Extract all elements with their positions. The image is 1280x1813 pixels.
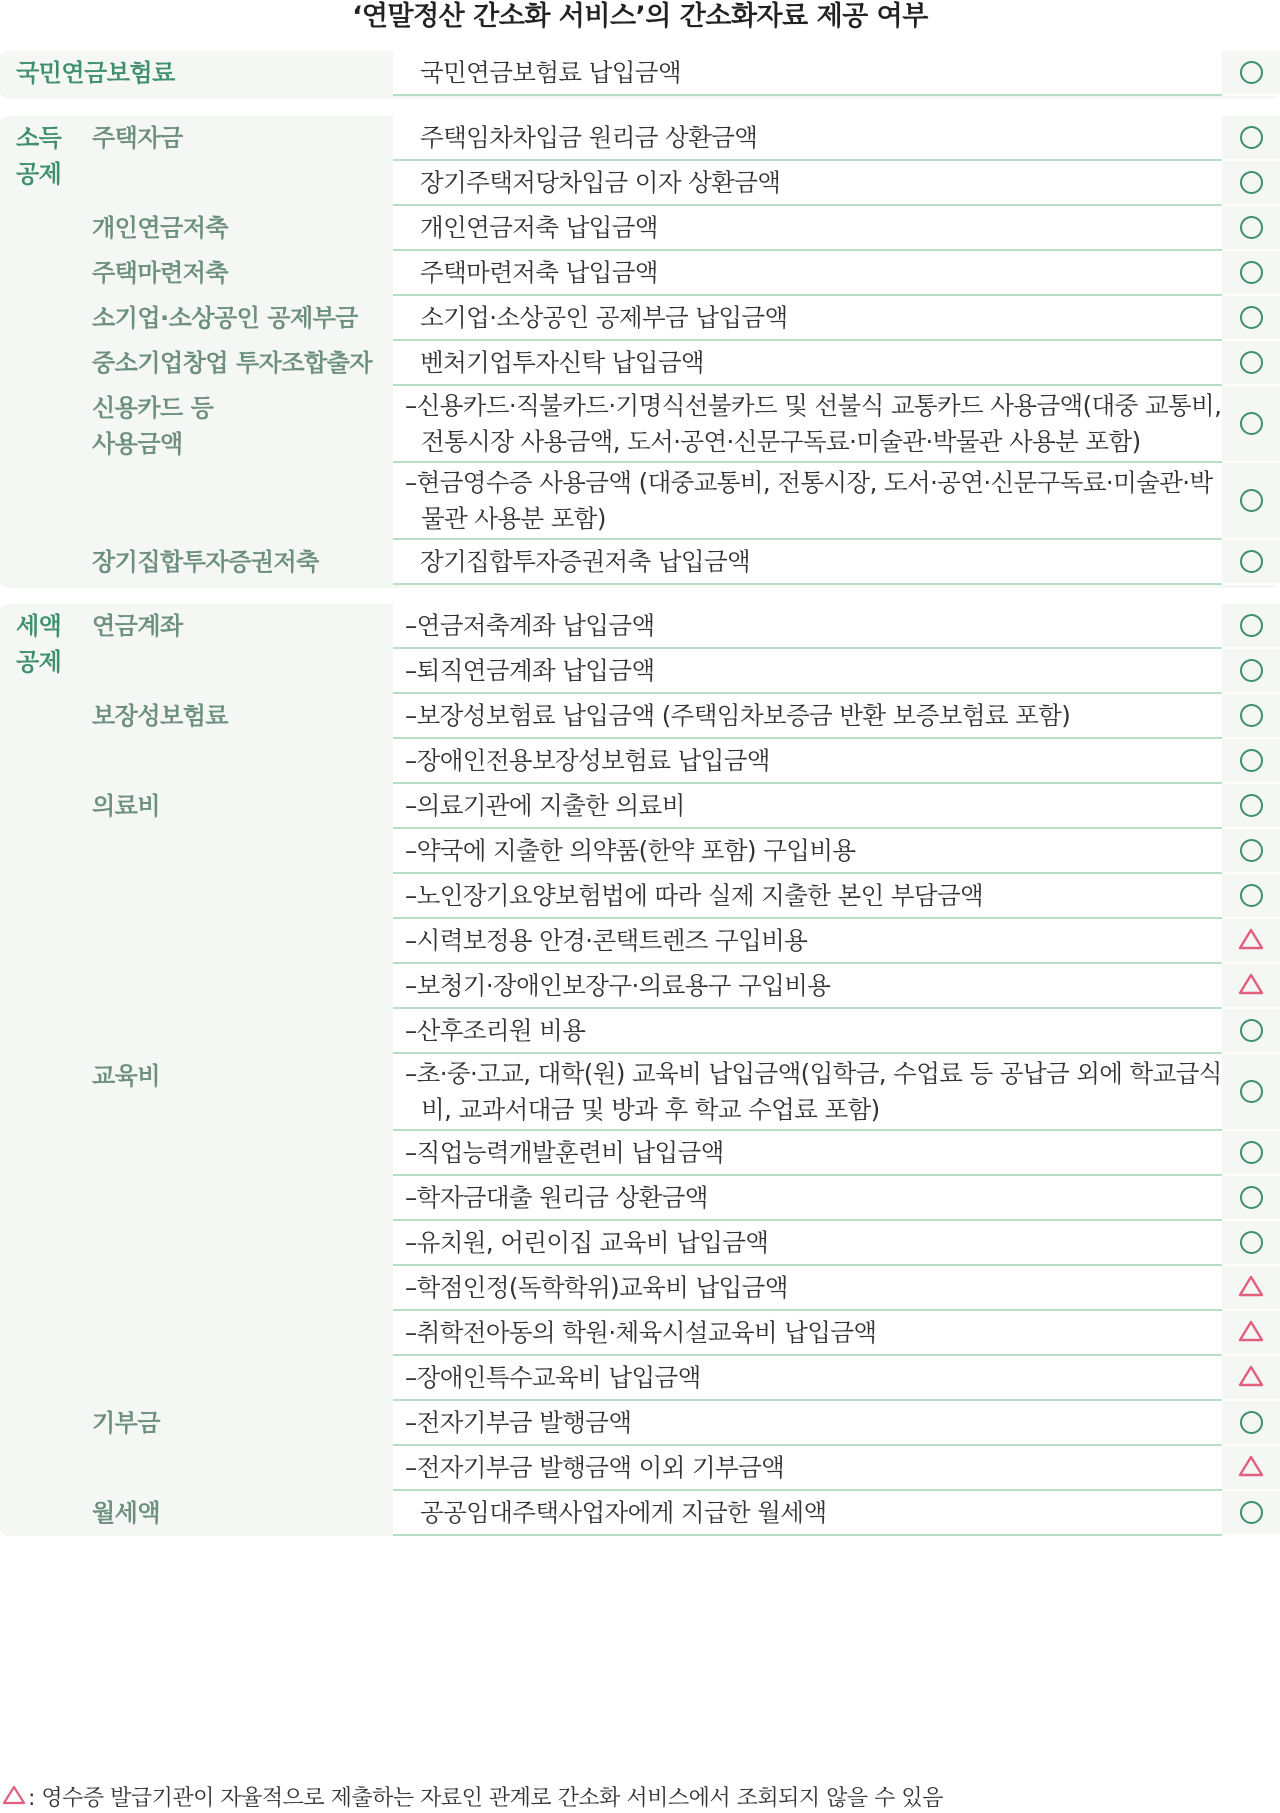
circle-icon <box>1240 749 1263 772</box>
subcategory-label: 교육비 <box>92 1062 161 1090</box>
row-description <box>393 829 1222 874</box>
table-row <box>393 1176 1280 1221</box>
table-row <box>393 251 1280 296</box>
row-text: 개인연금저축 납입금액 <box>420 212 658 242</box>
table-row <box>393 694 1280 739</box>
circle-icon <box>1240 1411 1263 1434</box>
row-description <box>393 296 1222 341</box>
table-row <box>393 206 1280 251</box>
row-description <box>393 874 1222 919</box>
row-description <box>393 386 1222 463</box>
row-text: –장애인특수교육비 납입금액 <box>405 1362 701 1392</box>
table-row <box>393 296 1280 341</box>
row-text: –의료기관에 지출한 의료비 <box>405 790 685 820</box>
table-row <box>393 1446 1280 1491</box>
row-text: –산후조리원 비용 <box>405 1015 586 1045</box>
table-row <box>393 649 1280 694</box>
availability-mark <box>1222 1311 1280 1356</box>
category-label: 세액 공제 <box>16 612 62 676</box>
table-row <box>393 1401 1280 1446</box>
row-description <box>393 161 1222 206</box>
subcategory-label: 중소기업창업 투자조합출자 <box>92 349 373 377</box>
circle-icon <box>1240 1231 1263 1254</box>
table-row <box>393 1009 1280 1054</box>
row-text: –학점인정(독학학위)교육비 납입금액 <box>405 1272 788 1302</box>
table-row <box>393 341 1280 386</box>
subcategory-label: 소기업·소상공인 공제부금 <box>92 304 358 332</box>
circle-icon <box>1240 351 1263 374</box>
table-row <box>393 1311 1280 1356</box>
availability-mark <box>1222 604 1280 649</box>
row-text: –보청기·장애인보장구·의료용구 구입비용 <box>405 970 831 1000</box>
row-text: 벤처기업투자신탁 납입금액 <box>420 347 704 377</box>
row-text: –보장성보험료 납입금액 (주택임차보증금 반환 보증보험료 포함) <box>405 700 1071 730</box>
circle-icon <box>1240 61 1263 84</box>
row-description <box>393 919 1222 964</box>
availability-mark <box>1222 463 1280 540</box>
circle-icon <box>1240 1080 1263 1103</box>
subcategory-label: 주택마련저축 <box>92 259 229 287</box>
row-description <box>393 341 1222 386</box>
availability-mark <box>1222 386 1280 463</box>
table-row <box>393 161 1280 206</box>
row-description <box>393 649 1222 694</box>
availability-mark <box>1222 964 1280 1009</box>
availability-mark <box>1222 161 1280 206</box>
availability-mark <box>1222 540 1280 585</box>
footnote <box>0 1784 1280 1813</box>
footnote-text: : 영수증 발급기관이 자율적으로 제출하는 자료인 관계로 간소화 서비스에서 조회되지 않을 수 있음 <box>28 1786 943 1811</box>
table-row <box>393 964 1280 1009</box>
table-row <box>393 1356 1280 1401</box>
triangle-icon <box>2 1784 28 1813</box>
row-text: –연금저축계좌 납입금액 <box>405 610 655 640</box>
row-description <box>393 1131 1222 1176</box>
availability-mark <box>1222 341 1280 386</box>
table-row <box>393 919 1280 964</box>
availability-mark <box>1222 919 1280 964</box>
availability-mark <box>1222 1491 1280 1536</box>
availability-mark <box>1222 206 1280 251</box>
subcategory-label: 개인연금저축 <box>92 214 229 242</box>
availability-mark <box>1222 1131 1280 1176</box>
row-text: –장애인전용보장성보험료 납입금액 <box>405 745 770 775</box>
availability-mark <box>1222 649 1280 694</box>
row-description <box>393 1311 1222 1356</box>
table-row <box>393 829 1280 874</box>
table-row <box>393 874 1280 919</box>
triangle-icon <box>1238 1320 1264 1346</box>
table-row <box>393 784 1280 829</box>
subcategory-label: 의료비 <box>92 792 161 820</box>
availability-mark <box>1222 116 1280 161</box>
row-text: 소기업·소상공인 공제부금 납입금액 <box>420 302 788 332</box>
row-description <box>393 694 1222 739</box>
row-text: 장기주택저당차입금 이자 상환금액 <box>420 167 781 197</box>
row-text: –퇴직연금계좌 납입금액 <box>405 655 655 685</box>
row-text: –전자기부금 발행금액 <box>405 1407 632 1437</box>
table-row <box>393 540 1280 585</box>
triangle-icon <box>1238 928 1264 954</box>
row-description <box>393 784 1222 829</box>
availability-mark <box>1222 296 1280 341</box>
row-text: –학자금대출 원리금 상환금액 <box>405 1182 708 1212</box>
table-row <box>393 386 1280 463</box>
row-description <box>393 1054 1222 1131</box>
circle-icon <box>1240 1141 1263 1164</box>
row-description <box>393 1176 1222 1221</box>
row-text: 공공임대주택사업자에게 지급한 월세액 <box>420 1497 827 1527</box>
availability-mark <box>1222 1176 1280 1221</box>
circle-icon <box>1240 659 1263 682</box>
row-description <box>393 1356 1222 1401</box>
availability-mark <box>1222 739 1280 784</box>
availability-mark <box>1222 874 1280 919</box>
circle-icon <box>1240 261 1263 284</box>
table-row <box>393 51 1280 96</box>
availability-mark <box>1222 829 1280 874</box>
category-label: 국민연금보험료 <box>16 59 175 87</box>
table-row <box>393 1054 1280 1131</box>
availability-mark <box>1222 1221 1280 1266</box>
subcategory-label: 보장성보험료 <box>92 702 229 730</box>
subcategory-label: 주택자금 <box>92 124 183 152</box>
row-text: –유치원, 어린이집 교육비 납입금액 <box>405 1227 769 1257</box>
row-description <box>393 604 1222 649</box>
table-row <box>393 116 1280 161</box>
row-text: –시력보정용 안경·콘택트렌즈 구입비용 <box>405 925 808 955</box>
triangle-icon <box>1238 973 1264 999</box>
table-row <box>393 1221 1280 1266</box>
row-description <box>393 463 1222 540</box>
circle-icon <box>1240 1501 1263 1524</box>
circle-icon <box>1240 126 1263 149</box>
circle-icon <box>1240 306 1263 329</box>
availability-mark <box>1222 1401 1280 1446</box>
subcategory-label: 장기집합투자증권저축 <box>92 548 319 576</box>
availability-mark <box>1222 694 1280 739</box>
circle-icon <box>1240 550 1263 573</box>
circle-icon <box>1240 1019 1263 1042</box>
triangle-icon <box>1238 1275 1264 1301</box>
row-text: –노인장기요양보험법에 따라 실제 지출한 본인 부담금액 <box>405 880 984 910</box>
row-description <box>393 116 1222 161</box>
row-description <box>393 1401 1222 1446</box>
row-description <box>393 964 1222 1009</box>
row-text: –신용카드·직불카드·기명식선불카드 및 선불식 교통카드 사용금액(대중 교통비, 전통시장 사용금액, 도서·공연·신문구독료·미술관·박물관 사용분 포함) <box>405 390 1222 456</box>
row-description <box>393 1491 1222 1536</box>
row-text: 장기집합투자증권저축 납입금액 <box>420 546 751 576</box>
circle-icon <box>1240 1186 1263 1209</box>
circle-icon <box>1240 489 1263 512</box>
row-text: –취학전아동의 학원·체육시설교육비 납입금액 <box>405 1317 877 1347</box>
circle-icon <box>1240 171 1263 194</box>
table-row <box>393 739 1280 784</box>
table-row <box>393 604 1280 649</box>
row-description <box>393 51 1222 96</box>
subcategory-label: 월세액 <box>92 1499 161 1527</box>
availability-mark <box>1222 1446 1280 1491</box>
table-row <box>393 1266 1280 1311</box>
row-description <box>393 540 1222 585</box>
circle-icon <box>1240 884 1263 907</box>
row-text: –초·중·고교, 대학(원) 교육비 납입금액(입학금, 수업료 등 공납금 외에 학교급식비, 교과서대금 및 방과 후 학교 수업료 포함) <box>405 1058 1222 1124</box>
row-text: –직업능력개발훈련비 납입금액 <box>405 1137 724 1167</box>
availability-mark <box>1222 1356 1280 1401</box>
row-description <box>393 1009 1222 1054</box>
subcategory-label: 기부금 <box>92 1409 161 1437</box>
circle-icon <box>1240 794 1263 817</box>
row-text: 주택마련저축 납입금액 <box>420 257 658 287</box>
subcategory-label: 신용카드 등 사용금액 <box>92 394 214 458</box>
table-row <box>393 463 1280 540</box>
row-description <box>393 1266 1222 1311</box>
page-title: ‘연말정산 간소화 서비스’의 간소화자료 제공 여부 <box>352 1 928 32</box>
circle-icon <box>1240 614 1263 637</box>
circle-icon <box>1240 839 1263 862</box>
category-label: 소득 공제 <box>16 124 62 188</box>
circle-icon <box>1240 412 1263 435</box>
row-description <box>393 206 1222 251</box>
row-text: –약국에 지출한 의약품(한약 포함) 구입비용 <box>405 835 856 865</box>
circle-icon <box>1240 216 1263 239</box>
availability-mark <box>1222 251 1280 296</box>
availability-mark <box>1222 51 1280 96</box>
row-text: –현금영수증 사용금액 (대중교통비, 전통시장, 도서·공연·신문구독료·미술관·박물관 사용분 포함) <box>405 467 1213 533</box>
availability-mark <box>1222 1009 1280 1054</box>
row-description <box>393 739 1222 784</box>
table-row <box>393 1491 1280 1536</box>
row-text: 국민연금보험료 납입금액 <box>420 57 681 87</box>
triangle-icon <box>1238 1455 1264 1481</box>
circle-icon <box>1240 704 1263 727</box>
row-description <box>393 251 1222 296</box>
row-text: –전자기부금 발행금액 이외 기부금액 <box>405 1452 785 1482</box>
table-row <box>393 1131 1280 1176</box>
availability-mark <box>1222 1266 1280 1311</box>
subcategory-label: 연금계좌 <box>92 612 183 640</box>
row-description <box>393 1446 1222 1491</box>
availability-mark <box>1222 784 1280 829</box>
triangle-icon <box>1238 1365 1264 1391</box>
availability-mark <box>1222 1054 1280 1131</box>
row-description <box>393 1221 1222 1266</box>
row-text: 주택임차차입금 원리금 상환금액 <box>420 122 758 152</box>
